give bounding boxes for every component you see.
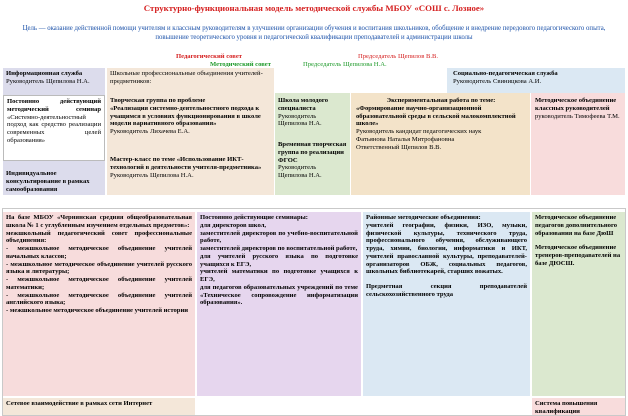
additional-edu-mo: Методическое объединение педагогов дополнительного образования на базе ДюШ: [535, 214, 618, 237]
creative-group: [107, 95, 274, 153]
permanent-seminars-box: [197, 212, 361, 396]
permanent-seminar-box: [3, 95, 105, 161]
school-assoc: [107, 68, 275, 93]
experimental-work-lead-name: Фатьянова Наталья Митрофановна: [356, 135, 455, 143]
goal-text: Цель — оказание действенной помощи учителям и классным руководителям в улучшении организации обучения и воспитания школьников, обобщение и внедрение передового педагогического опыта, повышение теоретического уровня и педагогической квалификации преподавателей и администрации школы: [22, 25, 606, 41]
permanent-seminar-text: «Системно-деятельностный подход как средство реализации современных целей образования»: [7, 113, 101, 144]
temp-creative-group: [275, 139, 350, 195]
district-mo-title: Районные методические объединения:: [366, 214, 481, 221]
permanent-seminars-item: для учителей русского языка по подготовке учащихся к ЕГЭ,: [200, 252, 358, 268]
qualification-system-text: Система повышения квалификации: [535, 400, 598, 415]
permanent-seminars-item: заместителей директоров по учебно-воспитательной работе,: [200, 229, 358, 245]
district-mo-text: учителей географии, физики, ИЗО, музыки, физической культуры, технического труда, профессионального обучения, обслуживающего труда, химии, биологии, информатики и ИКТ, учителей православной культуры, преподавателей-организаторов ОБЖ, социальных педагогов, школьных библиотекарей, старших вожатых.: [366, 221, 527, 276]
additional-edu-box: [532, 212, 625, 396]
permanent-seminars-item: заместителей директоров по воспитательной работе,: [200, 245, 358, 253]
permanent-seminars-item: для директоров школ,: [200, 221, 267, 229]
experimental-work-lead: Руководитель кандидат педагогических наук: [356, 128, 482, 136]
school-base-title: На базе МБОУ «Чернянская средняя общеобразовательная школа № 1 с углубленным изучением отдельных предметов»:: [6, 214, 192, 229]
class-leaders-mo-title: Методическое объединение классных руководителей: [535, 97, 617, 112]
creative-group-title: Творческая группа по проблеме: [110, 97, 206, 104]
method-council-label: Методический совет: [210, 61, 271, 68]
permanent-seminars-list: [200, 222, 358, 307]
info-service-head: Руководитель Щепилова Н.А.: [6, 77, 90, 85]
info-service-title: Информационная служба: [6, 70, 83, 77]
network-interaction: [3, 398, 195, 415]
page-title: Структурно-функциональная модель методической службы МБОУ «СОШ с. Лозное»: [143, 3, 485, 13]
individual-consulting-text: Индивидуальное консультирование в рамках самообразования: [6, 170, 90, 193]
school-assoc-text: Школьные профессиональные объединения учителей-предметников:: [110, 70, 263, 85]
experimental-work: [353, 95, 529, 165]
district-mo-box: [363, 212, 530, 396]
temp-creative-group-head: Руководитель Щепилова Н.А.: [278, 164, 322, 180]
master-class: [107, 154, 274, 194]
school-base-list: [6, 230, 192, 315]
permanent-seminars-title: Постоянно действующие семинары:: [200, 214, 308, 221]
young-specialist-head: Руководитель Щепилова Н.А.: [278, 112, 322, 128]
school-base-item: - межшкольное методическое объединение учителей русского языка и литературы;: [6, 260, 192, 276]
class-leaders-mo-head: руководитель Тимофеева Т.М.: [535, 112, 620, 120]
coaches-mo: Методическое объединение тренеров-преподавателей на базе ДЮСШ.: [535, 244, 621, 267]
social-service-head: Руководитель Свиницкова А.И.: [453, 77, 542, 85]
temp-creative-group-title: Временная творческая группа по реализации ФГОС: [278, 141, 347, 164]
qualification-system: [532, 398, 625, 415]
method-council-head: Председатель Щепилова Н.А.: [303, 61, 387, 68]
school-base-box: [3, 212, 195, 396]
experimental-work-resp: Ответственный Щепилов В.В.: [356, 143, 442, 151]
master-class-title: Мастер-класс по теме «Использование ИКТ-технологий в деятельности учителя-предметника»: [110, 156, 262, 171]
info-service: [3, 68, 105, 93]
social-service: [450, 68, 625, 93]
experimental-work-title: Экспериментальная работа по теме:: [386, 97, 496, 104]
experimental-work-text: «Формирование научно-организационной образовательной среды в сельской малокомплектной школе»: [356, 104, 516, 128]
school-base-item: - межшкольное методическое объединение учителей истории: [6, 307, 189, 315]
permanent-seminars-item: учителей математики по подготовке учащихся к ЕГЭ,: [200, 268, 358, 284]
school-base-item: - межшкольное методическое объединение учителей английского языка;: [6, 291, 192, 307]
ped-council-label: Педагогический совет: [176, 53, 243, 60]
school-base-item: - межшкольное методическое объединение учителей начальных классов;: [6, 245, 192, 260]
permanent-seminar-title: Постоянно действующий методический семинар: [7, 98, 101, 113]
class-leaders-mo: [532, 95, 624, 155]
ped-council-head: Председатель Щепилов В.В.: [358, 53, 439, 60]
permanent-seminars-item: для педагогов образовательных учреждений по теме «Техническое сопровождение информатизации образования».: [200, 283, 358, 307]
creative-group-head: Руководитель Лихачева Е.А.: [110, 128, 190, 136]
district-mo-section: Предметная секция преподавателей сельскохозяйственного труда: [366, 283, 527, 298]
master-class-head: Руководитель Щепилова Н.А.: [110, 171, 194, 179]
network-interaction-text: Сетевое взаимодействие в рамках сети Интернет: [6, 400, 153, 407]
social-service-title: Социально-педагогическая служба: [453, 70, 558, 77]
young-specialist-title: Школа молодого специалиста: [278, 97, 328, 112]
young-specialist: [275, 95, 350, 137]
school-base-item: межшкольный педагогический совет профессиональные объединения:: [6, 229, 192, 245]
creative-group-text: «Реализация системно-деятельностного подхода к учащимся в условиях функционирования в школе модели вариативного образования»: [110, 104, 261, 128]
school-base-item: - межшкольное методическое объединение учителей математики;: [6, 276, 192, 291]
individual-consulting: [3, 168, 105, 195]
